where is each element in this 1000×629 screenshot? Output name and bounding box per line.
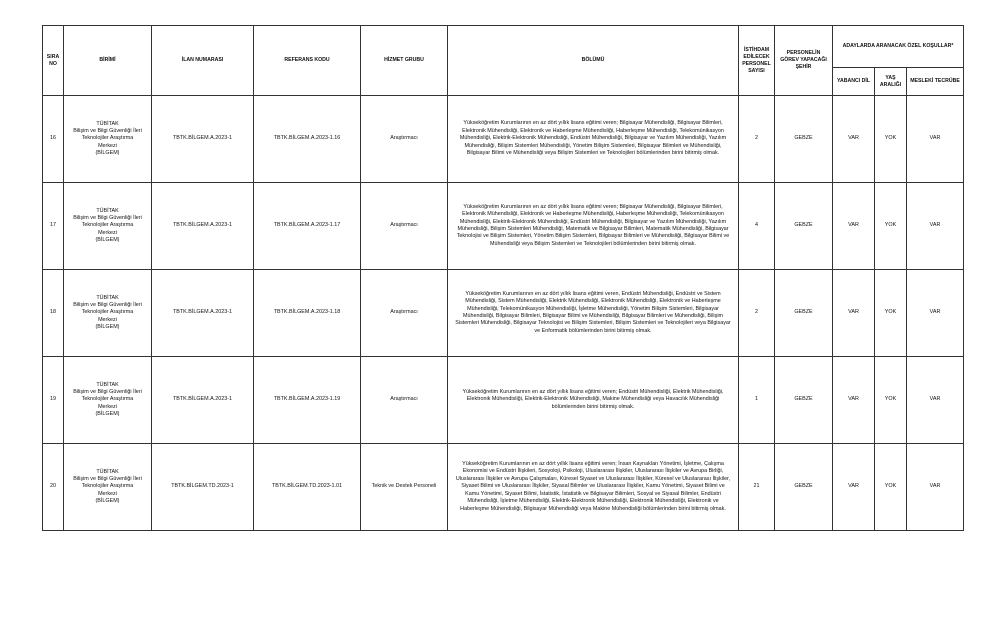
cell-mesleki-tecrube: VAR [907,96,964,183]
cell-personel-sayisi: 21 [739,444,775,531]
bolum-text: Yükseköğretim Kurumlarının en az dört yıllık lisans eğitimi veren; Bilgisayar Mühendisliği, Bilgisayar Bilimleri, Elektronik Mühendisliği, Elektronik ve Haberleşme Mühendisliği, Haberleşme Mühendisliği, Telekomünikasyon Mühendisliği, Elektrik-Elektronik Mühendisliği, Endüstri Mühendisliği, Bilgisayar ve Yazılım Mühendisliği, Yazılım Mühendisliği, Bilişim Sistemleri Mühendisliği, Matematik ve Bilgisayar Bilimleri, Matematik Mühendisliği, Bilgisayar Teknolojisi ve Bilişim Sistemleri, Yönetim Bilişim Sistemleri, Bilgisayar Bilimleri ve Mühendisliği, Bilgisayar Bilimi ve Mühendisliği veya Bilişim Sistemleri ve Teknolojileri bölümlerinden birini bitirmiş olmak. [456,203,730,247]
cell-yabanci-dil: VAR [833,357,875,444]
header-birimi: BİRİMİ [64,26,152,96]
cell-referans-kodu: TBTK.BİLGEM.A.2023-1.19 [254,357,361,444]
unit-line: Bilişim ve Bilgi Güvenliği İleri [73,215,142,222]
cell-sira-no: 18 [43,270,64,357]
cell-referans-kodu: TBTK.BİLGEM.A.2023-1.16 [254,96,361,183]
header-istihdam: İSTİHDAM EDİLECEK PERSONEL SAYISI [739,26,775,96]
cell-hizmet-grubu: Araştırmacı [361,270,448,357]
unit-line: Teknolojiler Araştırma [81,483,134,490]
header-row-1 [43,26,964,68]
cell-personel-sayisi: 1 [739,357,775,444]
cell-mesleki-tecrube: VAR [907,183,964,270]
bolum-text: Yükseköğretim Kurumlarının en az dört yıllık lisans eğitimi veren; İnsan Kaynakları Yönetimi, İşletme, Çalışma Ekonomisi ve Endüstri İlişkileri, Sosyoloji, Psikoloji, Uluslararası İlişkiler, Uluslararası İlişkiler ve Avrupa Birliği, Uluslararası İlişkiler ve Avrupa Çalışmaları, Küresel Siyaset ve Uluslararası İlişkiler, Küresel ve Uluslararası İlişkiler, Siyaset Bilimi ve Uluslararası İlişkiler, Siyasal Bilimler ve Uluslararası İlişkiler, Kamu Yönetimi, Siyaset Bilimi ve Kamu Yönetimi, Siyaset Bilimi, İstatistik, İstatistik ve Bilgisayar Bilimleri, Sosyal ve Siyasal Bilimler, Endüstri Mühendisliği, İşletme Mühendisliği, Elektrik-Elektronik Mühendisliği, Elektronik Mühendisliği, Elektronik ve Haberleşme Mühendisliği, Bilgisayar Mühendisliği veya Makine Mühendisliği bölümlerinden birini bitirmiş olmak. [455,461,731,512]
cell-bolumu [448,270,739,357]
unit-line: Bilişim ve Bilgi Güvenliği İleri [73,128,142,135]
unit-line: Teknolojiler Araştırma [81,222,134,229]
unit-line: Merkezi [98,403,117,410]
cell-yabanci-dil: VAR [833,183,875,270]
cell-bolumu [448,444,739,531]
table-row [43,270,964,357]
header-referans-kodu: REFERANS KODU [254,26,361,96]
unit-line: Teknolojiler Araştırma [81,309,134,316]
header-bolumu: BÖLÜMÜ [448,26,739,96]
cell-yabanci-dil: VAR [833,270,875,357]
header-ozel-kosullar: ADAYLARDA ARANACAK ÖZEL KOŞULLAR* [833,26,964,68]
cell-gorev-sehir: GEBZE [775,96,833,183]
unit-line: Merkezi [98,316,117,323]
header-sira-no: SIRA NO [43,26,64,96]
cell-referans-kodu: TBTK.BİLGEM.A.2023-1.17 [254,183,361,270]
cell-birimi [64,96,152,183]
header-gorev-sehir: PERSONELİN GÖREV YAPACAĞI ŞEHİR [775,26,833,96]
cell-gorev-sehir: GEBZE [775,183,833,270]
cell-referans-kodu: TBTK.BİLGEM.TD.2023-1.01 [254,444,361,531]
cell-gorev-sehir: GEBZE [775,270,833,357]
unit-line: (BİLGEM) [95,497,120,504]
unit-line: Merkezi [98,142,117,149]
table-row [43,444,964,531]
cell-ilan-numarasi: TBTK.BİLGEM.TD.2023-1 [152,444,254,531]
cell-birimi [64,357,152,444]
cell-birimi [64,444,152,531]
unit-line: Bilişim ve Bilgi Güvenliği İleri [73,302,142,309]
cell-birimi [64,183,152,270]
cell-yas-araligi: YOK [875,444,907,531]
cell-sira-no: 20 [43,444,64,531]
table-row [43,96,964,183]
unit-line: Teknolojiler Araştırma [81,396,134,403]
cell-hizmet-grubu: Araştırmacı [361,357,448,444]
cell-bolumu [448,183,739,270]
unit-line: Teknolojiler Araştırma [81,135,134,142]
cell-yabanci-dil: VAR [833,96,875,183]
bolum-text: Yükseköğretim Kurumlarının en az dört yıllık lisans eğitimi veren; Endüstri Mühendisliği, Elektrik Mühendisliği, Elektronik Mühendisliği, Elektrik-Elektronik Mühendisliği, Makine Mühendisliği veya Havacılık Mühendisliği bölümlerinden birini bitirmiş olmak. [462,388,724,410]
cell-ilan-numarasi: TBTK.BİLGEM.A.2023-1 [152,357,254,444]
unit-line: TÜBİTAK [96,120,119,127]
cell-sira-no: 17 [43,183,64,270]
unit-line: (BİLGEM) [95,149,120,156]
header-mesleki-tecrube: MESLEKİ TECRÜBE [907,68,964,96]
unit-line: TÜBİTAK [96,381,119,388]
cell-birimi [64,270,152,357]
unit-line: (BİLGEM) [95,323,120,330]
cell-yas-araligi: YOK [875,270,907,357]
unit-line: Merkezi [98,229,117,236]
header-yabanci-dil: YABANCI DİL [833,68,875,96]
job-listing-table [42,25,964,531]
cell-yas-araligi: YOK [875,96,907,183]
cell-hizmet-grubu: Araştırmacı [361,96,448,183]
unit-line: (BİLGEM) [95,410,120,417]
cell-personel-sayisi: 4 [739,183,775,270]
cell-personel-sayisi: 2 [739,270,775,357]
cell-ilan-numarasi: TBTK.BİLGEM.A.2023-1 [152,183,254,270]
unit-line: TÜBİTAK [96,207,119,214]
cell-yas-araligi: YOK [875,183,907,270]
header-yas-araligi: YAŞ ARALIĞI [875,68,907,96]
cell-personel-sayisi: 2 [739,96,775,183]
cell-sira-no: 19 [43,357,64,444]
cell-ilan-numarasi: TBTK.BİLGEM.A.2023-1 [152,96,254,183]
cell-ilan-numarasi: TBTK.BİLGEM.A.2023-1 [152,270,254,357]
unit-line: Merkezi [98,490,117,497]
table-row [43,183,964,270]
cell-yabanci-dil: VAR [833,444,875,531]
header-ilan-numarasi: İLAN NUMARASI [152,26,254,96]
cell-sira-no: 16 [43,96,64,183]
cell-mesleki-tecrube: VAR [907,357,964,444]
cell-hizmet-grubu: Araştırmacı [361,183,448,270]
cell-mesleki-tecrube: VAR [907,444,964,531]
cell-yas-araligi: YOK [875,357,907,444]
header-hizmet-grubu: HİZMET GRUBU [361,26,448,96]
unit-line: Bilişim ve Bilgi Güvenliği İleri [73,476,142,483]
unit-line: TÜBİTAK [96,468,119,475]
cell-mesleki-tecrube: VAR [907,270,964,357]
cell-bolumu [448,357,739,444]
cell-gorev-sehir: GEBZE [775,357,833,444]
bolum-text: Yükseköğretim Kurumlarının en az dört yıllık lisans eğitimi veren, Endüstri Mühendisliği, Endüstri ve Sistem Mühendisliği, Sistem Mühendisliği, Elektrik Mühendisliği, Elektronik Mühendisliği, Elektronik ve Haberleşme Mühendisliği, Telekomünikasyon Mühendisliği, İşletme Mühendisliği, Yönetim Bilişim Sistemleri, Bilgisayar Mühendisliği, Bilgisayar Bilimleri, Bilgisayar Bilimi ve Mühendisliği, Bilgisayar Bilimleri ve Mühendisliği, Bilişim Sistemleri Mühendisliği, Bilgisayar Teknolojisi ve Bilişim Sistemleri, Bilişim Sistemleri ve Teknolojileri veya Bilgisayar ve Enformatik bölümlerinden birini bitirmiş olmak. [455,290,731,334]
table-row [43,357,964,444]
cell-bolumu [448,96,739,183]
bolum-text: Yükseköğretim Kurumlarının en az dört yıllık lisans eğitimi veren; Bilgisayar Mühendisliği, Bilgisayar Bilimleri, Elektronik Mühendisliği, Elektronik ve Haberleşme Mühendisliği, Haberleşme Mühendisliği, Telekomünikasyon Mühendisliği, Elektrik-Elektronik Mühendisliği, Endüstri Mühendisliği, Bilgisayar ve Yazılım Mühendisliği, Yazılım Mühendisliği, Bilişim Sistemleri Mühendisliği, Yönetim Bilişim Sistemleri, Bilgisayar Bilimleri ve Mühendisliği, Bilgisayar Bilimi ve Mühendisliği veya Bilişim Sistemleri ve Teknolojileri bölümlerinden birini bitirmiş olmak. [459,120,727,157]
cell-referans-kodu: TBTK.BİLGEM.A.2023-1.18 [254,270,361,357]
unit-line: Bilişim ve Bilgi Güvenliği İleri [73,389,142,396]
unit-line: (BİLGEM) [95,236,120,243]
unit-line: TÜBİTAK [96,294,119,301]
cell-hizmet-grubu: Teknik ve Destek Personeli [361,444,448,531]
cell-gorev-sehir: GEBZE [775,444,833,531]
